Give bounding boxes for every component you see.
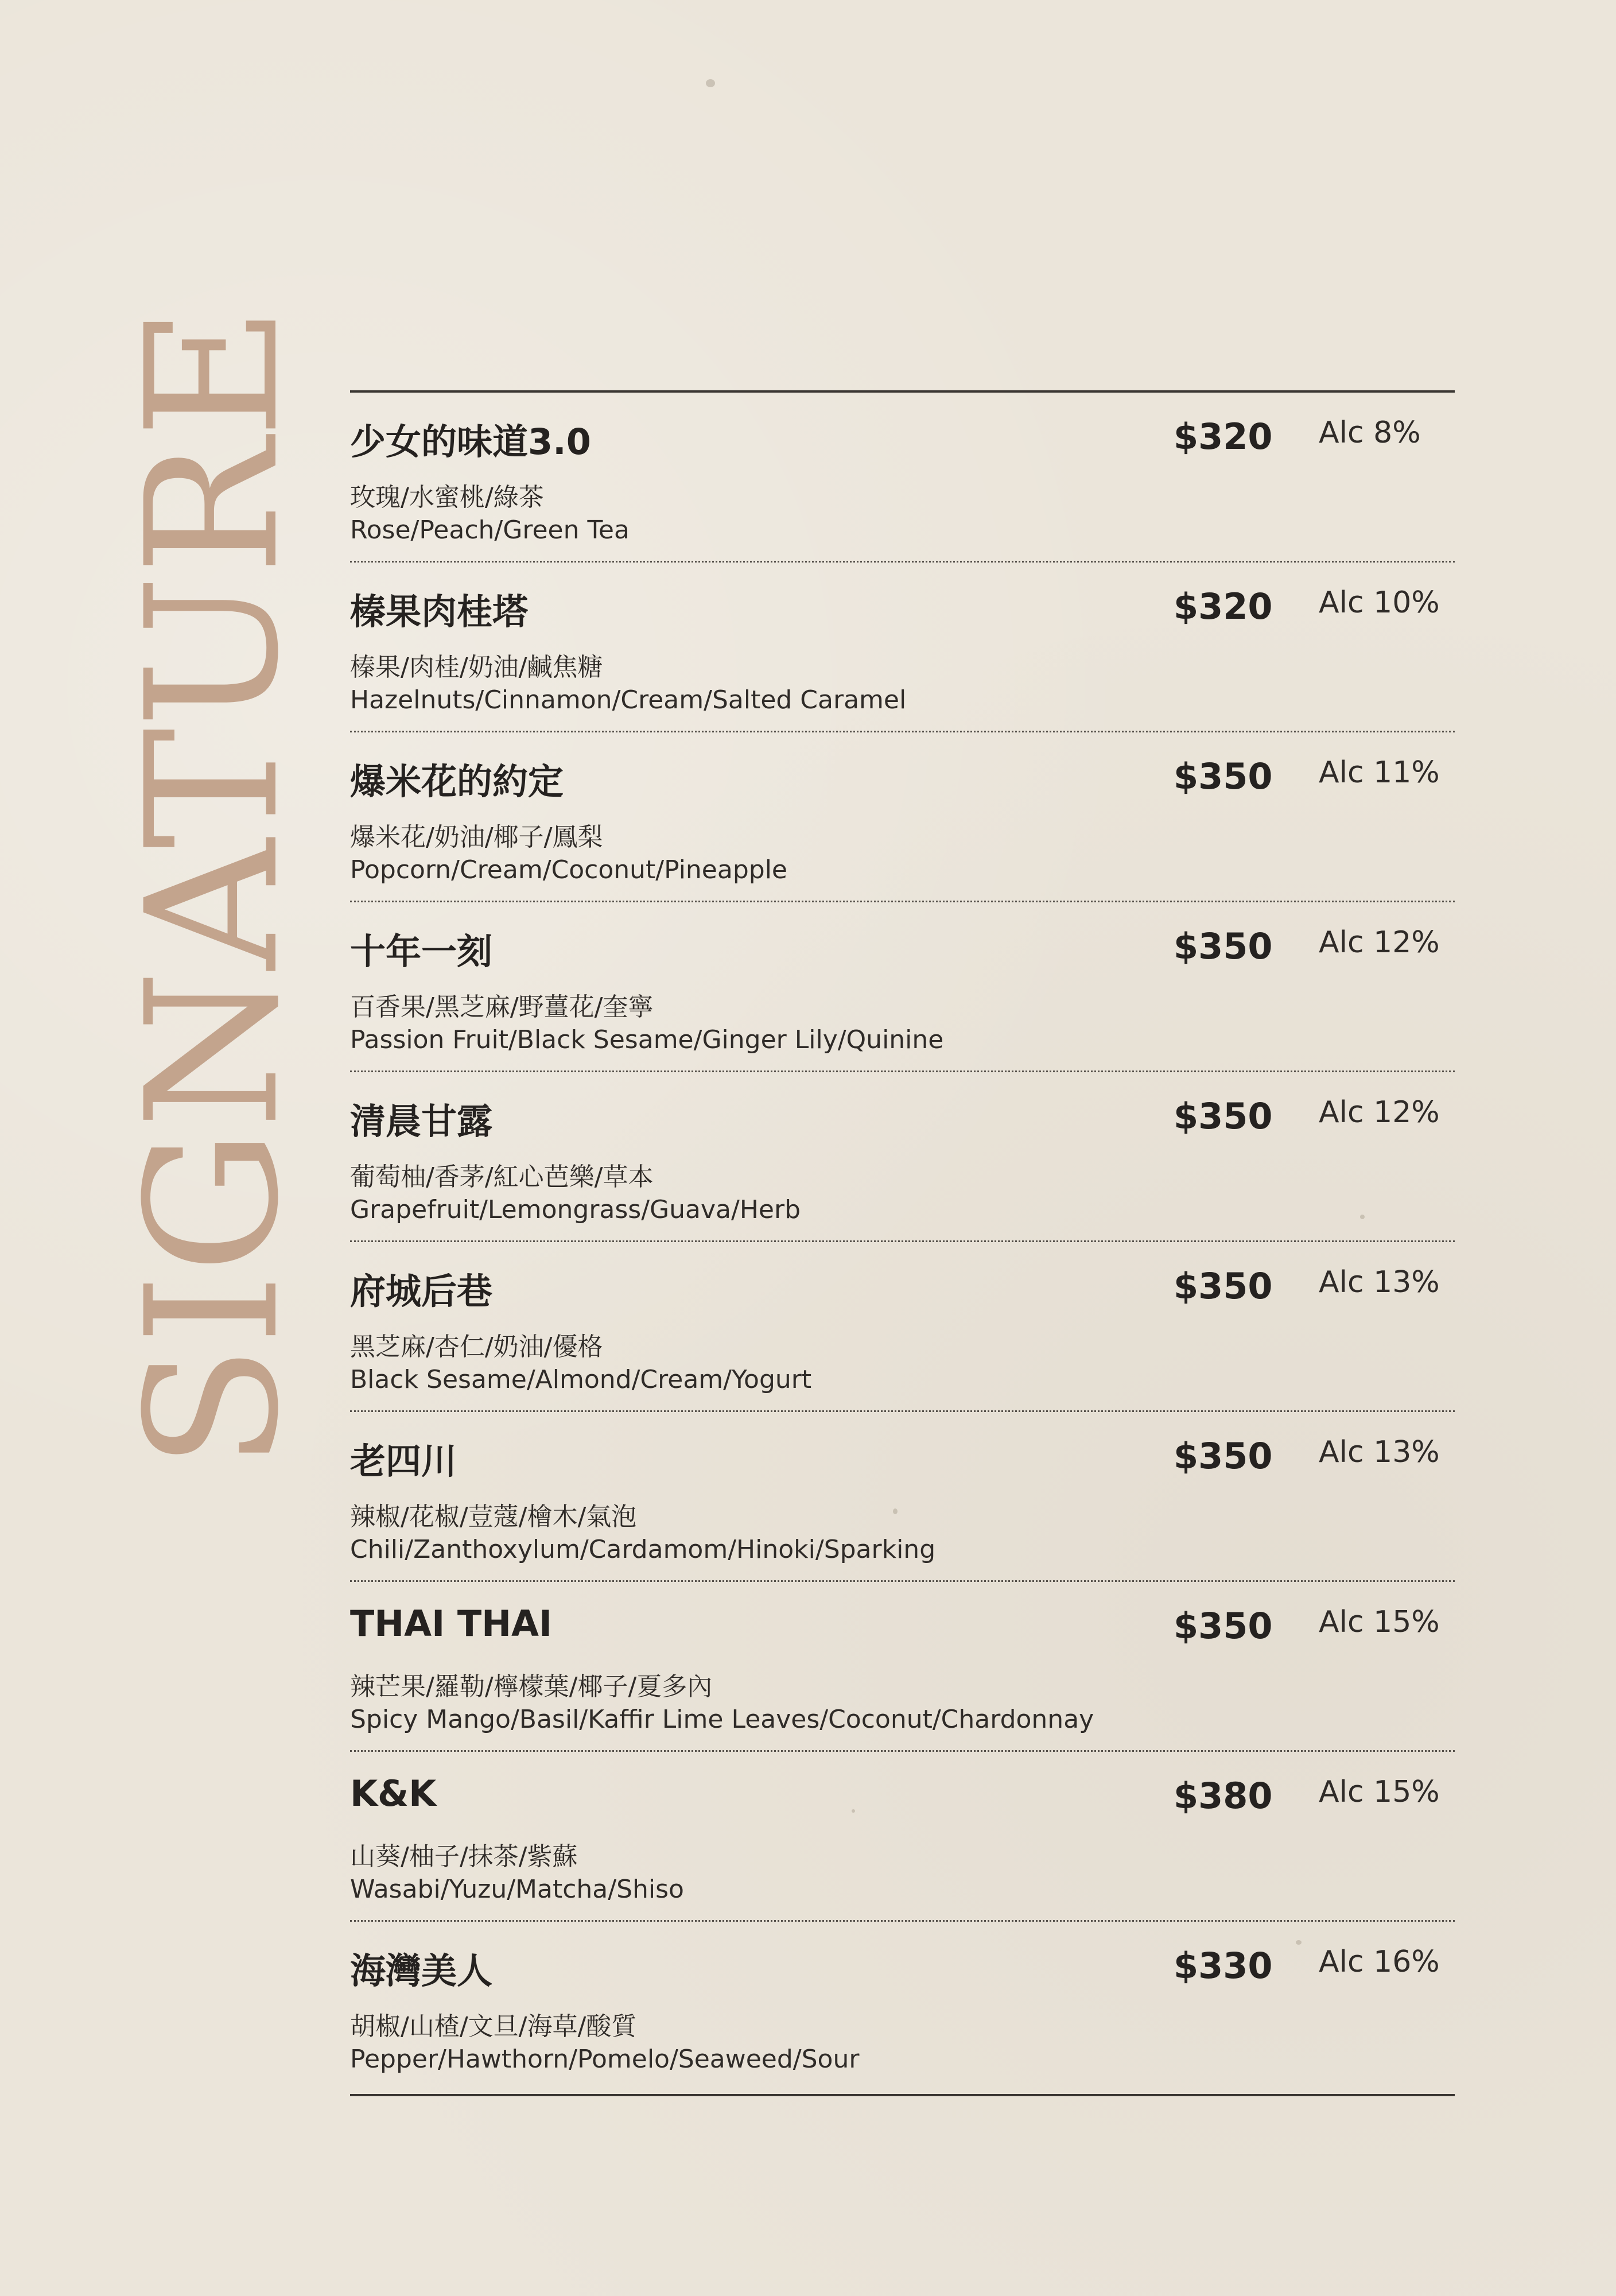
- item-name: 清晨甘露: [350, 1100, 493, 1142]
- item-ingredients-en: Rose/Peach/Green Tea: [350, 515, 630, 545]
- menu-item: [350, 1412, 1455, 1582]
- item-price: $330: [1174, 1945, 1273, 1987]
- item-ingredients-zh: 山葵/柚子/抹茶/紫蘇: [350, 1842, 578, 1871]
- item-price: $320: [1174, 585, 1273, 627]
- item-ingredients-zh: 辣芒果/羅勒/檸檬葉/椰子/夏多內: [350, 1672, 713, 1701]
- item-price: $350: [1174, 1095, 1273, 1137]
- item-ingredients-en: Chili/Zanthoxylum/Cardamom/Hinoki/Sparking: [350, 1535, 936, 1564]
- item-price: $350: [1174, 755, 1273, 797]
- item-ingredients-en: Grapefruit/Lemongrass/Guava/Herb: [350, 1195, 801, 1224]
- menu-item: [350, 1922, 1455, 2094]
- item-name: K&K: [350, 1773, 437, 1814]
- item-ingredients-en: Spicy Mango/Basil/Kaffir Lime Leaves/Coconut/Chardonnay: [350, 1705, 1094, 1734]
- item-price: $380: [1174, 1775, 1273, 1817]
- paper-speck: [706, 79, 715, 87]
- item-ingredients-zh: 辣椒/花椒/荳蔻/檜木/氣泡: [350, 1502, 637, 1531]
- item-alcohol: Alc 15%: [1319, 1605, 1440, 1639]
- item-ingredients-zh: 胡椒/山楂/文旦/海草/酸質: [350, 2012, 637, 2041]
- item-name: 府城后巷: [350, 1270, 493, 1312]
- item-name: 十年一刻: [350, 930, 493, 972]
- item-ingredients-zh: 百香果/黑芝麻/野薑花/奎寧: [350, 992, 654, 1022]
- menu-item: [350, 1242, 1455, 1412]
- item-ingredients-en: Hazelnuts/Cinnamon/Cream/Salted Caramel: [350, 685, 907, 715]
- item-alcohol: Alc 12%: [1319, 1095, 1440, 1130]
- item-ingredients-en: Black Sesame/Almond/Cream/Yogurt: [350, 1365, 812, 1394]
- item-alcohol: Alc 8%: [1319, 416, 1421, 450]
- item-ingredients-zh: 黑芝麻/杏仁/奶油/優格: [350, 1332, 603, 1362]
- menu-item: [350, 732, 1455, 902]
- item-ingredients-en: Wasabi/Yuzu/Matcha/Shiso: [350, 1875, 684, 1904]
- item-ingredients-zh: 玫瑰/水蜜桃/綠茶: [350, 483, 544, 512]
- item-ingredients-zh: 葡萄柚/香茅/紅心芭樂/草本: [350, 1162, 654, 1192]
- item-ingredients-en: Pepper/Hawthorn/Pomelo/Seaweed/Sour: [350, 2045, 860, 2074]
- item-name: THAI THAI: [350, 1603, 553, 1645]
- item-alcohol: Alc 11%: [1319, 755, 1440, 790]
- item-alcohol: Alc 15%: [1319, 1775, 1440, 1809]
- item-price: $350: [1174, 1605, 1273, 1647]
- menu-item: [350, 1582, 1455, 1752]
- item-alcohol: Alc 13%: [1319, 1435, 1440, 1469]
- menu-bottom-rule: [350, 2094, 1455, 2096]
- item-price: $320: [1174, 416, 1273, 457]
- item-name: 海灣美人: [350, 1950, 493, 1992]
- menu-item: [350, 1072, 1455, 1242]
- item-alcohol: Alc 12%: [1319, 925, 1440, 960]
- item-name: 少女的味道3.0: [350, 421, 591, 463]
- item-price: $350: [1174, 1435, 1273, 1477]
- item-ingredients-en: Passion Fruit/Black Sesame/Ginger Lily/Quinine: [350, 1025, 944, 1054]
- cocktail-menu: [350, 390, 1455, 2096]
- signature-title: SIGNATURE: [107, 306, 318, 1469]
- item-name: 爆米花的約定: [350, 761, 564, 802]
- menu-item: [350, 902, 1455, 1072]
- item-name: 榛果肉桂塔: [350, 591, 529, 633]
- menu-item: [350, 1752, 1455, 1922]
- item-ingredients-en: Popcorn/Cream/Coconut/Pineapple: [350, 855, 787, 885]
- item-alcohol: Alc 13%: [1319, 1265, 1440, 1300]
- item-price: $350: [1174, 1265, 1273, 1307]
- item-alcohol: Alc 10%: [1319, 585, 1440, 620]
- menu-item: [350, 563, 1455, 732]
- item-alcohol: Alc 16%: [1319, 1945, 1440, 1979]
- item-name: 老四川: [350, 1440, 457, 1482]
- item-ingredients-zh: 爆米花/奶油/椰子/鳳梨: [350, 823, 603, 852]
- item-price: $350: [1174, 925, 1273, 967]
- item-ingredients-zh: 榛果/肉桂/奶油/鹹焦糖: [350, 653, 603, 682]
- menu-item: [350, 393, 1455, 563]
